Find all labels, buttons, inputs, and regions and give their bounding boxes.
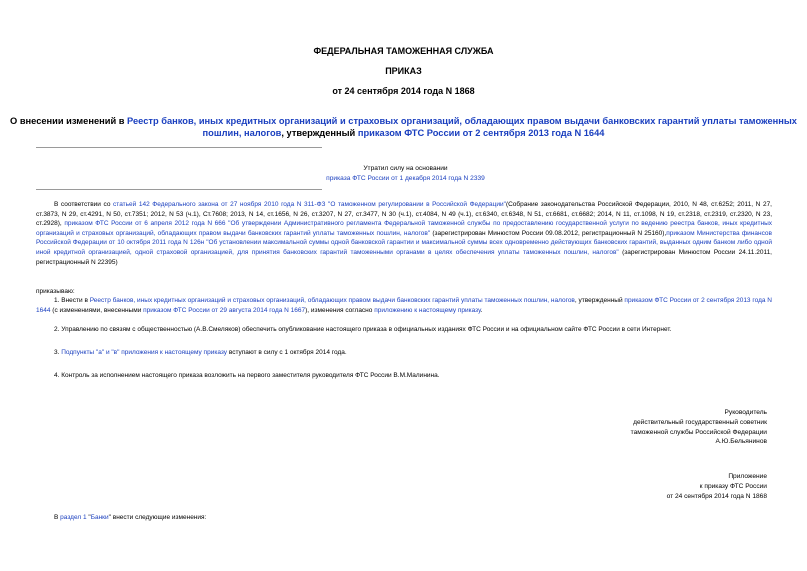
paragraph-item-4: 4. Контроль за исполнением настоящего приказа возложить на первого заместителя руководителя ФТС России В.М.Малинина. [54,372,440,379]
paragraph-item-1 [36,296,772,315]
banks-link[interactable]: Банки [90,514,109,521]
paragraph-text: (зарегистрирован Минюстом России 09.08.2012, регистрационный N 25160), [430,229,667,237]
order-1644-link[interactable]: приказом ФТС России от 2 сентября 2013 года N 1644 [36,297,772,314]
paragraph-item-2: 2. Управлению по связям с общественностью (А.В.Смеляков) обеспечить опубликование настоящего приказа в официальных изданиях ФТС России и на официальном сайте ФТС России в сети Интернет. [54,326,672,333]
paragraph-text: . [480,306,483,314]
order-666-link[interactable]: приказом ФТС России от 6 апреля 2012 года N 666 "Об утверждении Административного регламента Федеральной таможенной службы по предоставлению государственной услуги по ведению реестра банков, иных кредитных организаций и страховых организаций, обладающих правом выдачи банковских гарантий уплаты таможенных пошлин, налогов" [36,220,772,237]
paragraph-item-3 [36,348,772,358]
signature-line: действительный государственный советник [633,418,767,426]
paragraph-text: 1. Внести в [54,297,90,304]
title-text: О внесении изменений в [10,116,128,126]
signature-block [507,408,767,447]
appendix-line: Приложение [728,473,767,480]
appendix-link[interactable]: приложению к настоящему приказу [374,306,481,314]
section-1-link[interactable]: раздел 1 [60,514,87,521]
signature-line: таможенной службы Российской Федерации [630,428,767,436]
signature-line: Руководитель [724,409,767,416]
paragraph-section-1 [36,513,772,523]
doc-type-heading: ПРИКАЗ [385,66,422,76]
registry-link[interactable]: Реестр банков, иных кредитных организаций и страховых организаций, обладающих правом выдачи банковских гарантий уплаты таможенных пошлин, налогов [89,297,575,304]
appendix-line: от 24 сентября 2014 года N 1868 [666,492,767,500]
title-text: , утвержденный [281,128,358,138]
signature-name: А.Ю.Бельянинов [715,438,767,446]
paragraph-text: (Собрание законодательства Российской Федерации, 2010, N 48, ст.6252; 2011, N 27, ст.3873, N 29, ст.4291, N 50, ст.7351; 2012, N 53 (ч.1), Ст.7608; 2013, N 14, ст.1656, N 26, ст.3207, N 27, ст.3477, N 30 (ч.1), ст.4084, N 49 (ч.1), ст.6340, ст.6348, N 51, ст.6681, ст.6682; 2014, N 11, ст.1098, N 19, ст.2318, ст.2319, ст.2320, N 23, ст.2928), [36,201,772,228]
divider-bottom [36,189,322,190]
lost-force-link[interactable]: приказа ФТС России от 1 декабря 2014 года N 2339 [326,175,485,182]
doc-date-heading: от 24 сентября 2014 года N 1868 [332,86,475,96]
paragraph-text: (зарегистрирован Минюстом России 24.11.2011, регистрационный N 22395) [36,248,772,266]
appendix-block [507,472,767,501]
paragraph-order-word: приказываю: [36,288,75,295]
order-126n-link[interactable]: приказом Министерства финансов Российской Федерации от 10 октября 2011 года N 126н "Об установлении максимальной суммы одной банковской гарантии и максимальной суммы всех одновременно действующих банковских гарантий, выданных одним банком либо одной иной кредитной организацией, одной страховой организацией, для принятия банковских гарантий таможенными органами в целях обеспечения уплаты таможенных пошлин, налогов" [36,229,772,256]
subpoints-link[interactable]: Подпункты "а" и "в" приложения к настоящему приказу [61,349,228,356]
paragraph-text: , утвержденный [574,297,625,304]
paragraph-text: В [54,514,61,521]
order-1667-link[interactable]: приказом ФТС России от 29 августа 2014 года N 1667 [143,306,306,314]
document-title [0,115,807,139]
law-311-link[interactable]: статьей 142 Федерального закона от 27 ноября 2010 года N 311-ФЗ "О таможенном регулировании в Российской Федерации" [113,201,506,208]
paragraph-text: В соответствии со [54,201,114,208]
paragraph-preamble [36,200,772,267]
agency-heading: ФЕДЕРАЛЬНАЯ ТАМОЖЕННАЯ СЛУЖБА [313,46,494,56]
paragraph-text: 3. [54,349,62,356]
appendix-line: к приказу ФТС России [699,482,767,490]
divider-top [36,147,322,148]
title-registry-link[interactable]: Реестр банков, иных кредитных организаций и страховых организаций, обладающих правом выдачи банковских гарантий уплаты таможенных пошлин, налогов [127,116,797,138]
lost-force-note [258,164,553,184]
paragraph-text: ), изменения согласно [305,306,375,314]
paragraph-text: вступают в силу с 1 октября 2014 года. [227,349,347,356]
lost-force-text: Утратил силу на основании [363,165,448,172]
paragraph-text: " внести следующие изменения: [108,514,207,521]
title-order-link[interactable]: приказом ФТС России от 2 сентября 2013 года N 1644 [357,128,605,138]
paragraph-text: " [86,514,91,521]
paragraph-text: (с изменениями, внесенными [50,306,144,314]
